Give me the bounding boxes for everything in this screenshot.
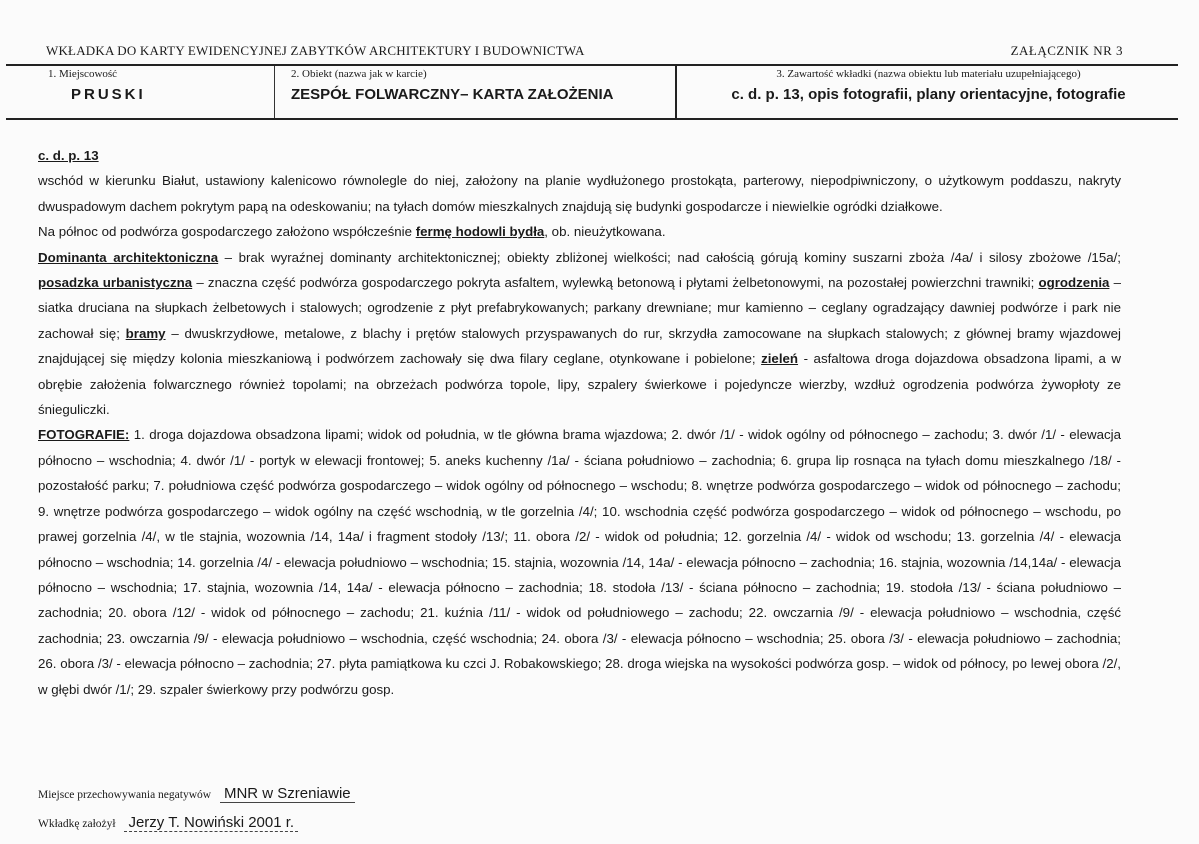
paragraph-features <box>38 245 1121 423</box>
term-floor: posadzka urbanistyczna <box>38 275 193 291</box>
author-value: Jerzy T. Nowiński 2001 r. <box>124 814 298 832</box>
document-body <box>38 143 1121 702</box>
text-dominant: – brak wyraźnej dominanty architektonicznej; obiekty zbliżonej wielkości; nad całością górują kominy suszarni zboża /4a/ i silosy zbożowe /15a/; <box>218 249 1121 265</box>
text-floor: – znaczna część podwórza gospodarczego pokryta asfaltem, wylewką betonową i płytami żelbetonowymi, na pozostałej powierzchni trawniki; <box>192 275 1039 291</box>
term-photos: FOTOGRAFIE: <box>38 427 130 443</box>
section-heading: c. d. p. 13 <box>38 148 99 163</box>
header-table <box>6 64 1178 120</box>
header-cell-object <box>274 66 675 118</box>
negatives-label: Miejsce przechowywania negatywów <box>38 789 212 801</box>
paragraph-photos <box>38 422 1121 701</box>
negatives-value: MNR w Szreniawie <box>220 785 355 803</box>
header-cell-content <box>675 66 1180 118</box>
object-value: ZESPÓŁ FOLWARCZNY– KARTA ZAŁOŻENIA <box>291 86 614 103</box>
object-label: 2. Obiekt (nazwa jak w karcie) <box>291 68 427 80</box>
negatives-row <box>38 785 355 802</box>
farm-term: fermę hodowli bydła <box>415 224 545 240</box>
locality-label: 1. Miejscowość <box>48 68 118 80</box>
content-value: c. d. p. 13, opis fotografii, plany orientacyjne, fotografie <box>731 86 1126 103</box>
header-cell-locality <box>6 66 274 118</box>
content-label: 3. Zawartość wkładki (nazwa obiektu lub materiału uzupełniającego) <box>776 68 1081 80</box>
annex-number: ZAŁĄCZNIK NR 3 <box>1010 43 1123 58</box>
text-gates: – dwuskrzydłowe, metalowe, z blachy i prętów stalowych przyspawanych do rur, skrzydła zamocowane na słupkach stalowych; z głównej bramy wjazdowej znajdującej się między kolonia mieszkaniową i podwórzem zachowały się dwa filary ceglane, otynkowane i pobielone; <box>38 325 1121 367</box>
farm-text-pre: Na północ od podwórza gospodarczego założono współcześnie <box>38 224 416 240</box>
term-gates: bramy <box>125 325 166 341</box>
author-label: Wkładkę założył <box>38 818 116 830</box>
text-fences: – siatka druciana na słupkach żelbetowych i stalowych; ogrodzenie z płyt prefabrykowanych; parkany drewniane; mur kamienno – ceglany ogradzający dawniej podwórze i park nie zachował się; <box>38 275 1121 341</box>
paragraph-farm <box>38 219 1121 244</box>
document-title: WKŁADKA DO KARTY EWIDENCYJNEJ ZABYTKÓW ARCHITEKTURY I BUDOWNICTWA <box>46 43 585 58</box>
locality-value: PRUSKI <box>71 86 146 103</box>
term-greenery: zieleń <box>761 351 799 367</box>
author-row <box>38 814 298 831</box>
farm-text-post: , ob. nieużytkowana. <box>544 224 666 240</box>
term-dominant: Dominanta architektoniczna <box>38 249 219 265</box>
text-greenery: - asfaltowa droga dojazdowa obsadzona lipami, a w obrębie założenia folwarcznego również topolami; na obrzeżach podwórza topole, lipy, szpalery świerkowe i pojedyncze wierzby, wzdłuż ogrodzenia podwórza żywopłoty ze śnieguliczki. <box>38 351 1121 418</box>
paragraph-description: wschód w kierunku Białut, ustawiony kalenicowo równolegle do niej, założony na planie wydłużonego prostokąta, parterowy, niepodpiwniczony, o użytkowym poddaszu, nakryty dwuspadowym dachem pokrytym papą na odeskowaniu; na tyłach domów mieszkalnych znajdują się budynki gospodarcze i niewielkie ogródki działkowe. <box>38 173 1121 214</box>
photo-list: 1. droga dojazdowa obsadzona lipami; widok od południa, w tle główna brama wjazdowa; 2. dwór /1/ - widok ogólny od północnego – zachodu; 3. dwór /1/ - elewacja północno – wschodnia; 4. dwór /1/ - portyk w elewacji frontowej; 5. aneks kuchenny /1a/ - ściana południowo – zachodnia; 6. grupa lip rosnąca na tyłach domu mieszkalnego /18/ - pozostałość parku; 7. południowa część podwórza gospodarczego – widok ogólny od północnego – wschodu; 8. wnętrze podwórza gospodarczego – widok od północnego – zachodu; 9. wnętrze podwórza gospodarczego – widok ogólny na część wschodnią, w tle gorzelnia /4/; 10. wschodnia część podwórza gospodarczego – widok od północnego – wschodu, po prawej gorzelnia /4/, w tle stajnia, wozownia /14, 14a/ i fragment stodoły /13/; 11. obora /2/ - widok od południa; 12. gorzelnia /4/ - widok od wschodu; 13. gorzelnia /4/ - elewacja północno – wschodnia; 14. gorzelnia /4/ - elewacja południowo – wschodnia; 15. stajnia, wozownia /14, 14a/ - elewacja północno – zachodnia; 16. stajnia, wozownia /14,14a/ - elewacja północno – wschodnia; 17. stajnia, wozownia /14, 14a/ - elewacja północno – zachodnia; 18. stodoła /13/ - ściana północno – zachodnia; 19. stodoła /13/ - ściana południowo – zachodnia; 20. obora /12/ - widok od północnego – zachodu; 21. kuźnia /11/ - widok od południowego – zachodu; 22. owczarnia /9/ - elewacja południowo – wschodnia, część zachodnia; 23. owczarnia /9/ - elewacja południowo – wschodnia, część wschodnia; 24. obora /3/ - elewacja północno – wschodnia; 25. obora /3/ - elewacja południowo – zachodnia; 26. obora /3/ - elewacja północno – zachodnia; 27. płyta pamiątkowa ku czci J. Robakowskiego; 28. droga wiejska na wysokości podwórza gosp. – widok od północy, po lewej obora /2/, w głębi dwór /1/; 29. szpaler świerkowy przy podwórzu gosp. <box>38 427 1121 697</box>
term-fences: ogrodzenia <box>1038 275 1110 291</box>
